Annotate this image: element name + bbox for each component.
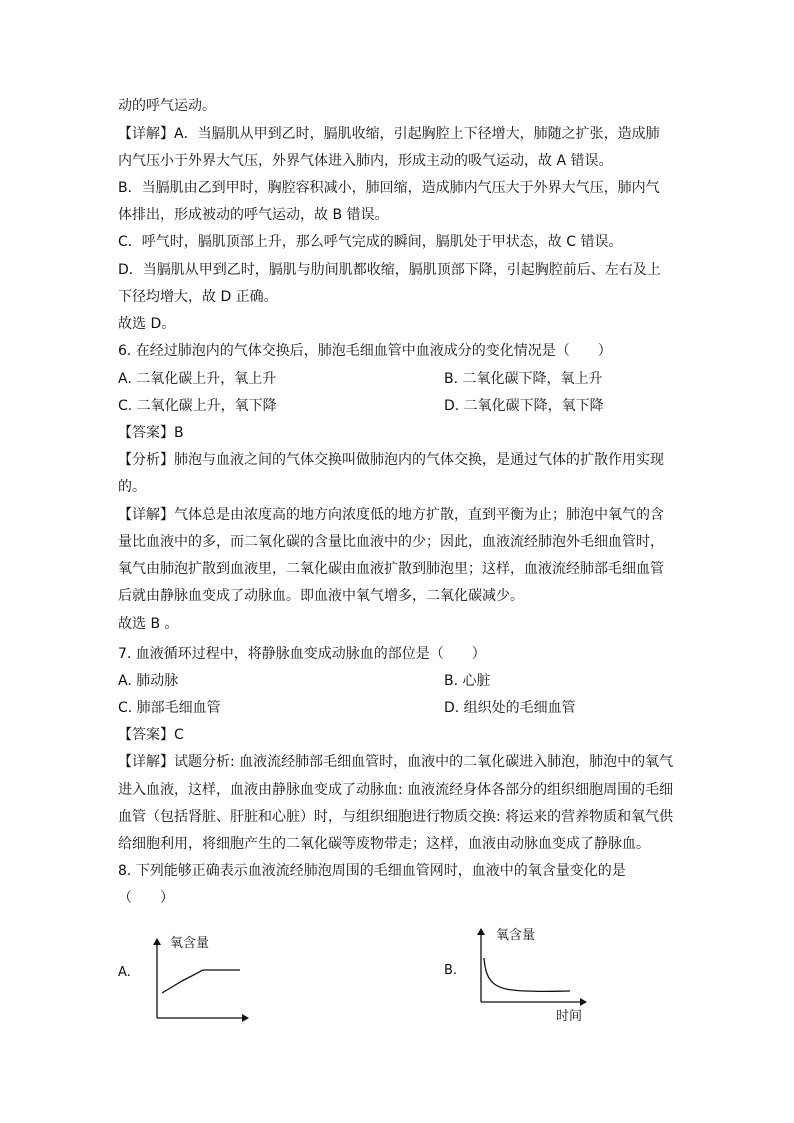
q7-detail: 【详解】试题分析: 血液流经肺部毛细血管时，血液中的二氧化碳进入肺泡，肺泡中的氧气 [118,754,674,770]
q7-answer: 【答案】C [118,727,184,743]
y-axis-label: 氧含量 [496,928,536,943]
curve-a [162,970,240,993]
curve-b [484,958,570,991]
q8-option-b-label: B. [444,963,458,978]
question-6: 6. 在经过肺泡内的气体交换后，肺泡毛细血管中血液成分的变化情况是（ ） [118,343,612,359]
text-line: 下径均增大，故 D 正确。 [118,289,278,305]
text-line: C．呼气时，膈肌顶部上升，那么呼气完成的瞬间，膈肌处于甲状态，故 C 错误。 [118,234,623,250]
q6-option-c: C. 二氧化碳上升，氧下降 [118,398,277,414]
q6-analysis: 的。 [118,479,146,495]
text-line: D．当膈肌从甲到乙时，膈肌与肋间肌都收缩，膈肌顶部下降，引起胸腔前后、左右及上 [118,262,661,278]
q8-chart-a [110,920,270,1030]
q7-detail: 进入血液，这样，血液由静脉血变成了动脉血: 血液流经身体各部分的组织细胞周围的毛细 [118,782,674,798]
text-line: 内气压小于外界大气压，外界气体进入肺内，形成主动的吸气运动，故 A 错误。 [118,153,613,169]
q6-detail: 量比血液中的多，而二氧化碳的含量比血液中的少；因此，血液流经肺泡外毛细血管时， [118,534,664,550]
y-axis-label: 氧含量 [170,936,210,951]
text-line: 故选 D。 [118,316,176,332]
text-line: B．当膈肌由乙到甲时，胸腔容积减小，肺回缩，造成肺内气压大于外界大气压，肺内气 [118,180,660,196]
q8-chart-b [436,918,606,1028]
q6-detail: 氧气由肺泡扩散到血液里，二氧化碳由血液扩散到肺泡里；这样，血液流经肺部毛细血管 [118,561,664,577]
q6-option-b: B. 二氧化碳下降，氧上升 [444,371,603,387]
q6-detail: 【详解】气体总是由浓度高的地方向浓度低的地方扩散，直到平衡为止；肺泡中氧气的含 [118,507,664,523]
question-7: 7. 血液循环过程中，将静脉血变成动脉血的部位是（ ） [118,646,486,662]
text-line: 【详解】A．当膈肌从甲到乙时，膈肌收缩，引起胸腔上下径增大，肺随之扩张，造成肺 [118,126,660,142]
q6-detail: 后就由静脉血变成了动脉血。即血液中氧气增多，二氧化碳减少。 [118,588,524,604]
q6-analysis: 【分析】肺泡与血液之间的气体交换叫做肺泡内的气体交换，是通过气体的扩散作用实现 [118,452,664,468]
q8-option-a-label: A. [118,965,131,980]
text-line: 动的呼气运动。 [118,98,216,114]
question-8: 8. 下列能够正确表示血液流经肺泡周围的毛细血管网时，血液中的氧含量变化的是 [118,863,626,879]
q6-option-d: D. 二氧化碳下降，氧下降 [444,398,604,414]
q7-detail: 血管（包括肾脏、肝脏和心脏）时，与组织细胞进行物质交换: 将运来的营养物质和氧气供 [118,809,674,825]
q7-option-b: B. 心脏 [444,673,491,689]
x-axis-label: 时间 [556,1009,583,1024]
text-line: 体排出，形成被动的呼气运动，故 B 错误。 [118,207,389,223]
q6-answer: 【答案】B [118,425,184,441]
q6-choice: 故选 B 。 [118,616,179,632]
q7-option-a: A. 肺动脉 [118,673,179,689]
q7-option-c: C. 肺部毛细血管 [118,700,221,716]
q6-option-a: A. 二氧化碳上升，氧上升 [118,371,277,387]
question-8-bracket: （ ） [118,890,174,906]
q7-option-d: D. 组织处的毛细血管 [444,700,576,716]
q7-detail: 给细胞利用，将细胞产生的二氧化碳等废物带走；这样，血液由动脉血变成了静脉血。 [118,836,650,852]
